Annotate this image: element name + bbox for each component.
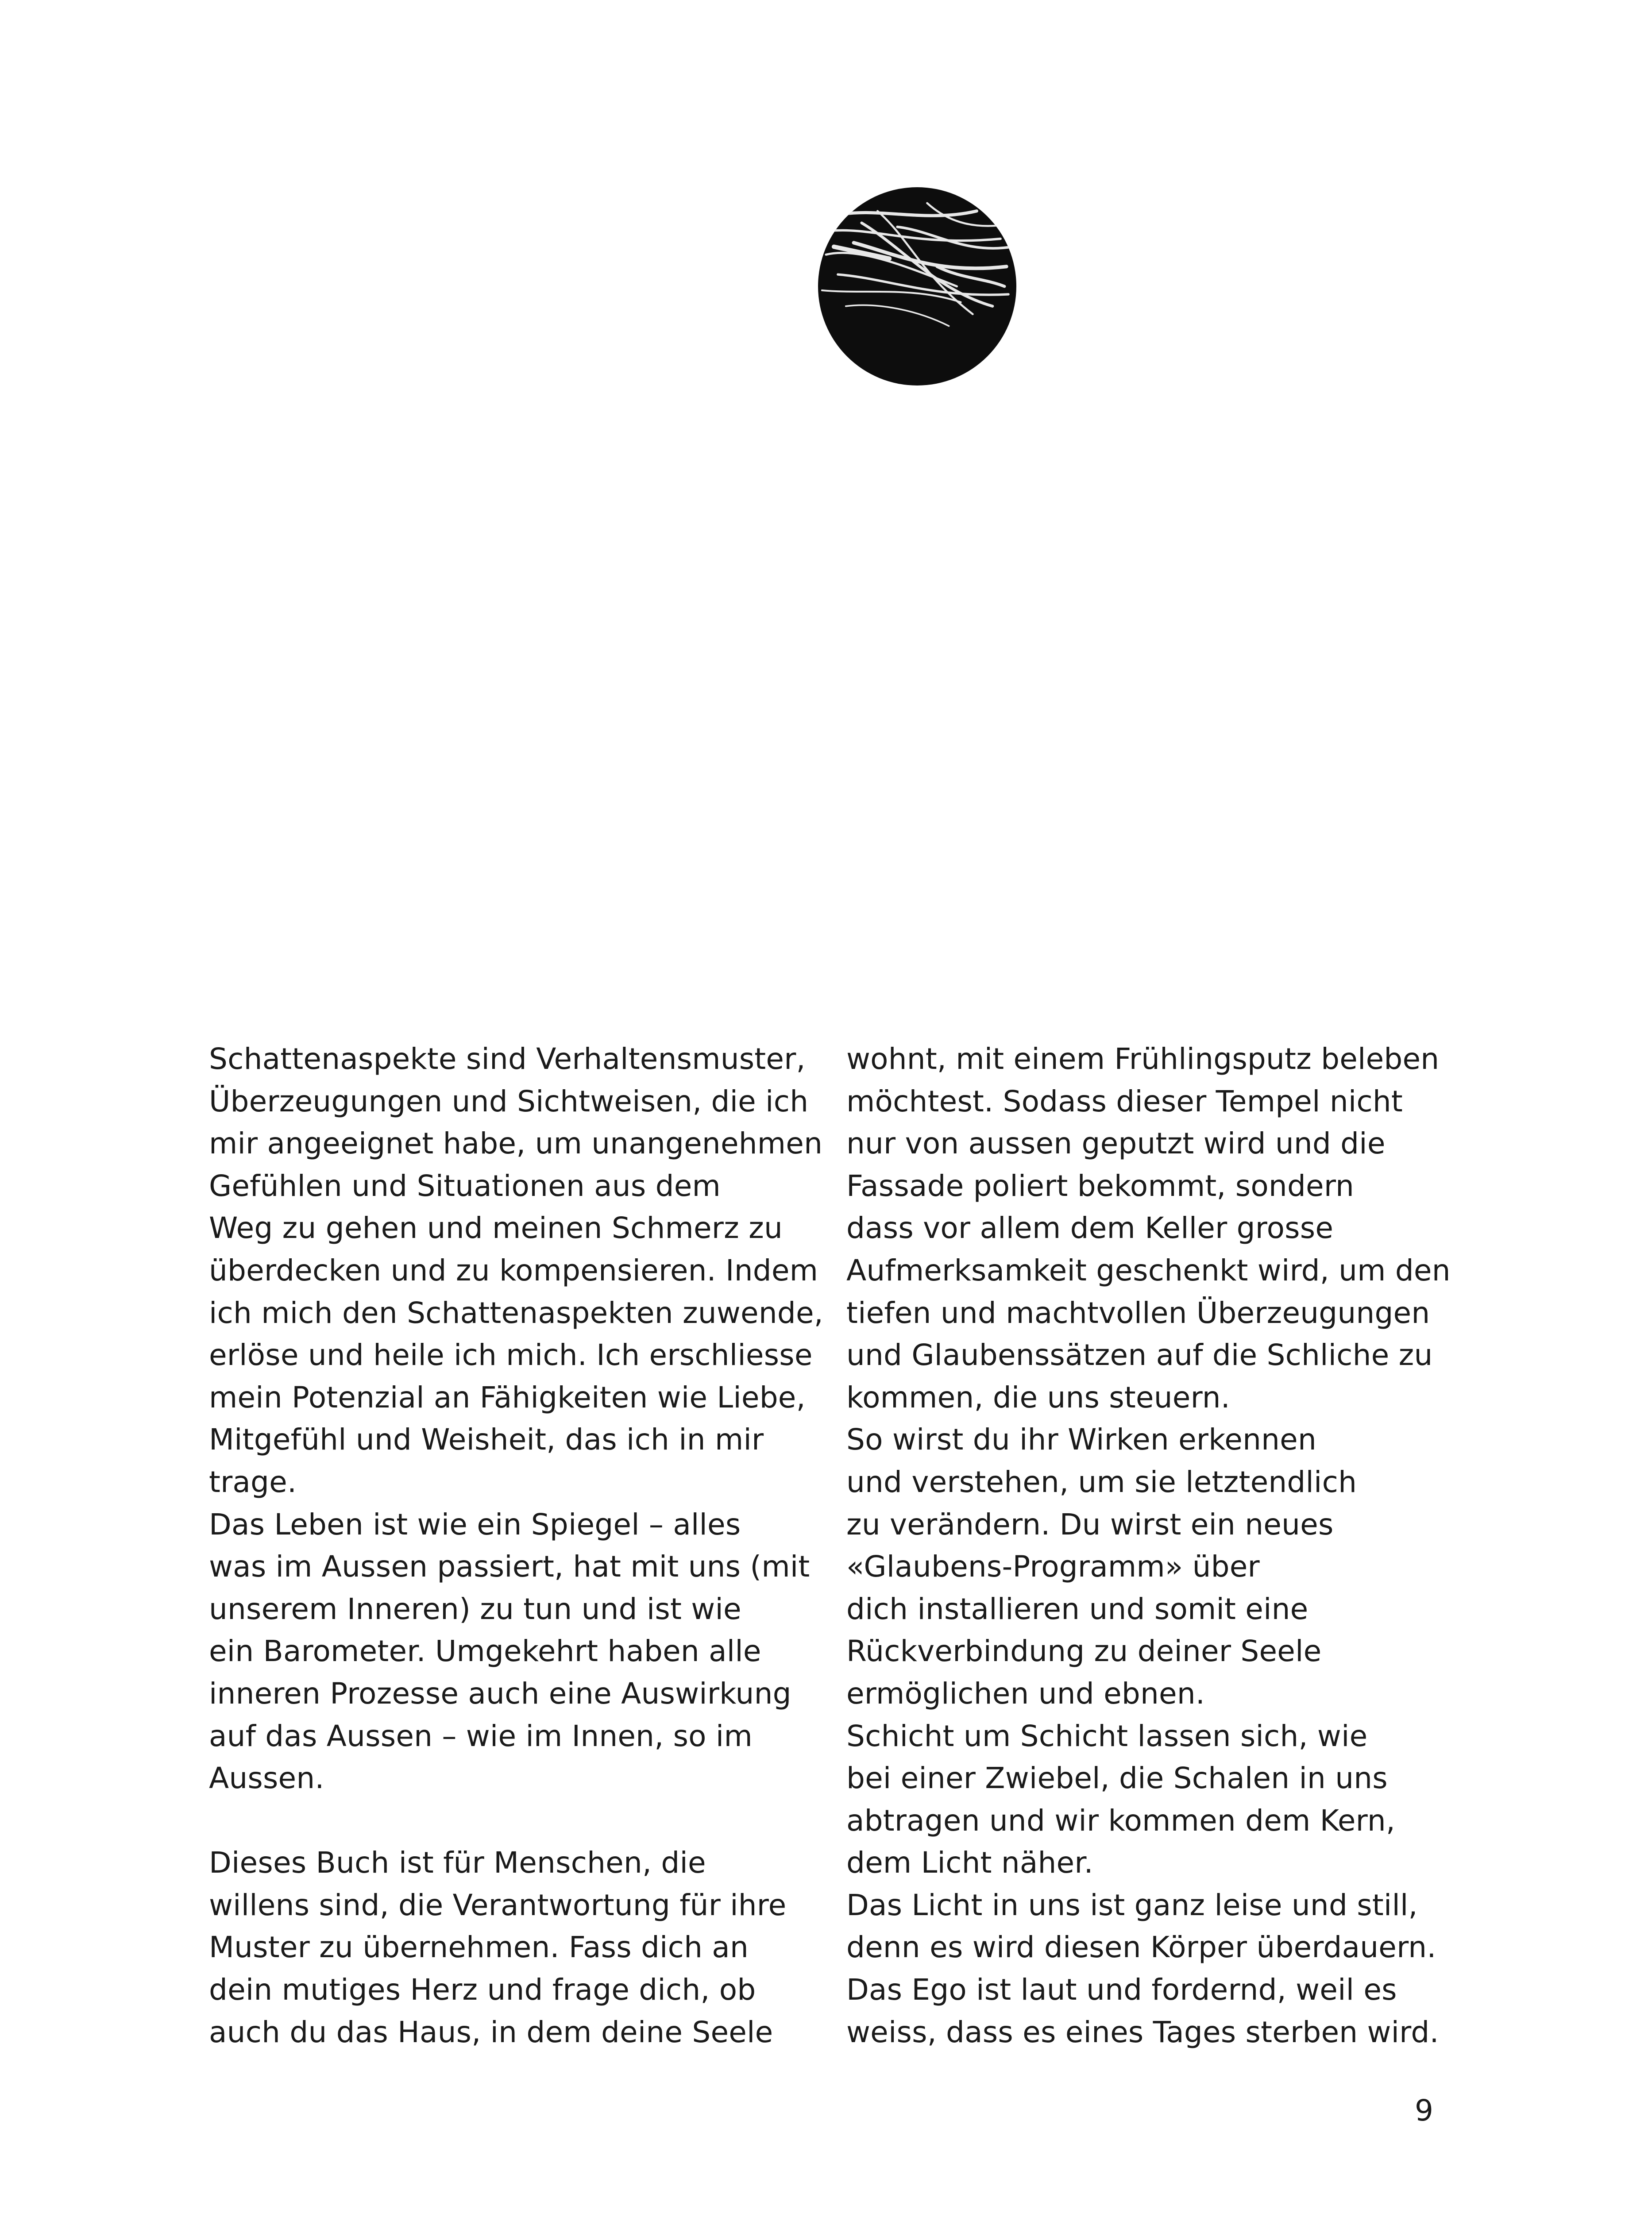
text-line: möchtest. Sodass dieser Tempel nicht xyxy=(846,1084,1403,1118)
text-line: inneren Prozesse auch eine Auswirkung xyxy=(209,1676,791,1711)
text-line: dem Licht näher. xyxy=(846,1846,1093,1880)
brush-stroke-circle-image xyxy=(818,187,1016,386)
text-line: Das Licht in uns ist ganz leise und still, xyxy=(846,1888,1418,1922)
text-line: Muster zu übernehmen. Fass dich an xyxy=(209,1930,749,1965)
page-number: 9 xyxy=(1415,2093,1433,2128)
text-line: Schicht um Schicht lassen sich, wie xyxy=(846,1719,1368,1753)
text-line: auf das Aussen – wie im Innen, so im xyxy=(209,1719,753,1753)
text-line: auch du das Haus, in dem deine Seele xyxy=(209,2015,773,2049)
text-line: Weg zu gehen und meinen Schmerz zu xyxy=(209,1211,783,1245)
text-line: Dieses Buch ist für Menschen, die xyxy=(209,1846,706,1880)
text-line: und verstehen, um sie letztendlich xyxy=(846,1465,1357,1499)
paragraph-gap xyxy=(209,1800,820,1842)
text-line: wohnt, mit einem Frühlingsputz beleben xyxy=(846,1042,1440,1076)
text-line: dich installieren und somit eine xyxy=(846,1592,1308,1626)
text-line: zu verändern. Du wirst ein neues xyxy=(846,1507,1334,1542)
text-line: Überzeugungen und Sichtweisen, die ich xyxy=(209,1084,809,1118)
text-line: ich mich den Schattenaspekten zuwende, xyxy=(209,1295,823,1330)
text-line: trage. xyxy=(209,1465,297,1499)
text-line: nur von aussen geputzt wird und die xyxy=(846,1126,1386,1161)
text-line: mein Potenzial an Fähigkeiten wie Liebe, xyxy=(209,1380,806,1415)
text-line: erlöse und heile ich mich. Ich erschliesse xyxy=(209,1338,813,1373)
text-line: und Glaubenssätzen auf die Schliche zu xyxy=(846,1338,1433,1373)
text-line: tiefen und machtvollen Überzeugungen xyxy=(846,1295,1430,1330)
left-text-column xyxy=(209,1038,823,2053)
text-line: Fassade poliert bekommt, sondern xyxy=(846,1168,1355,1203)
text-line: Aussen. xyxy=(209,1761,324,1796)
text-line: dein mutiges Herz und frage dich, ob xyxy=(209,1973,756,2007)
text-line: bei einer Zwiebel, die Schalen in uns xyxy=(846,1761,1388,1796)
text-line: willens sind, die Verantwortung für ihre xyxy=(209,1888,787,1922)
text-line: denn es wird diesen Körper überdauern. xyxy=(846,1930,1436,1965)
text-line: Gefühlen und Situationen aus dem xyxy=(209,1168,721,1203)
text-line: Schattenaspekte sind Verhaltensmuster, xyxy=(209,1042,806,1076)
text-line: kommen, die uns steuern. xyxy=(846,1380,1230,1415)
text-line: Das Ego ist laut und fordernd, weil es xyxy=(846,1973,1397,2007)
text-line: So wirst du ihr Wirken erkennen xyxy=(846,1423,1317,1457)
text-line: überdecken und zu kompensieren. Indem xyxy=(209,1253,818,1288)
text-line: mir angeeignet habe, um unangenehmen xyxy=(209,1126,823,1161)
text-line: ermöglichen und ebnen. xyxy=(846,1676,1205,1711)
text-line: Aufmerksamkeit geschenkt wird, um den xyxy=(846,1253,1451,1288)
text-line: dass vor allem dem Keller grosse xyxy=(846,1211,1334,1245)
text-line: «Glaubens-Programm» über xyxy=(846,1550,1260,1584)
text-line: was im Aussen passiert, hat mit uns (mit xyxy=(209,1550,810,1584)
text-line: unserem Inneren) zu tun und ist wie xyxy=(209,1592,741,1626)
right-text-column xyxy=(846,1038,1475,2053)
text-line: abtragen und wir kommen dem Kern, xyxy=(846,1803,1396,1838)
text-line: Mitgefühl und Weisheit, das ich in mir xyxy=(209,1423,764,1457)
text-line: Rückverbindung zu deiner Seele xyxy=(846,1634,1322,1669)
brush-stroke-icon xyxy=(818,187,1016,386)
text-line: weiss, dass es eines Tages sterben wird. xyxy=(846,2015,1439,2049)
text-line: ein Barometer. Umgekehrt haben alle xyxy=(209,1634,761,1669)
text-line: Das Leben ist wie ein Spiegel – alles xyxy=(209,1507,741,1542)
